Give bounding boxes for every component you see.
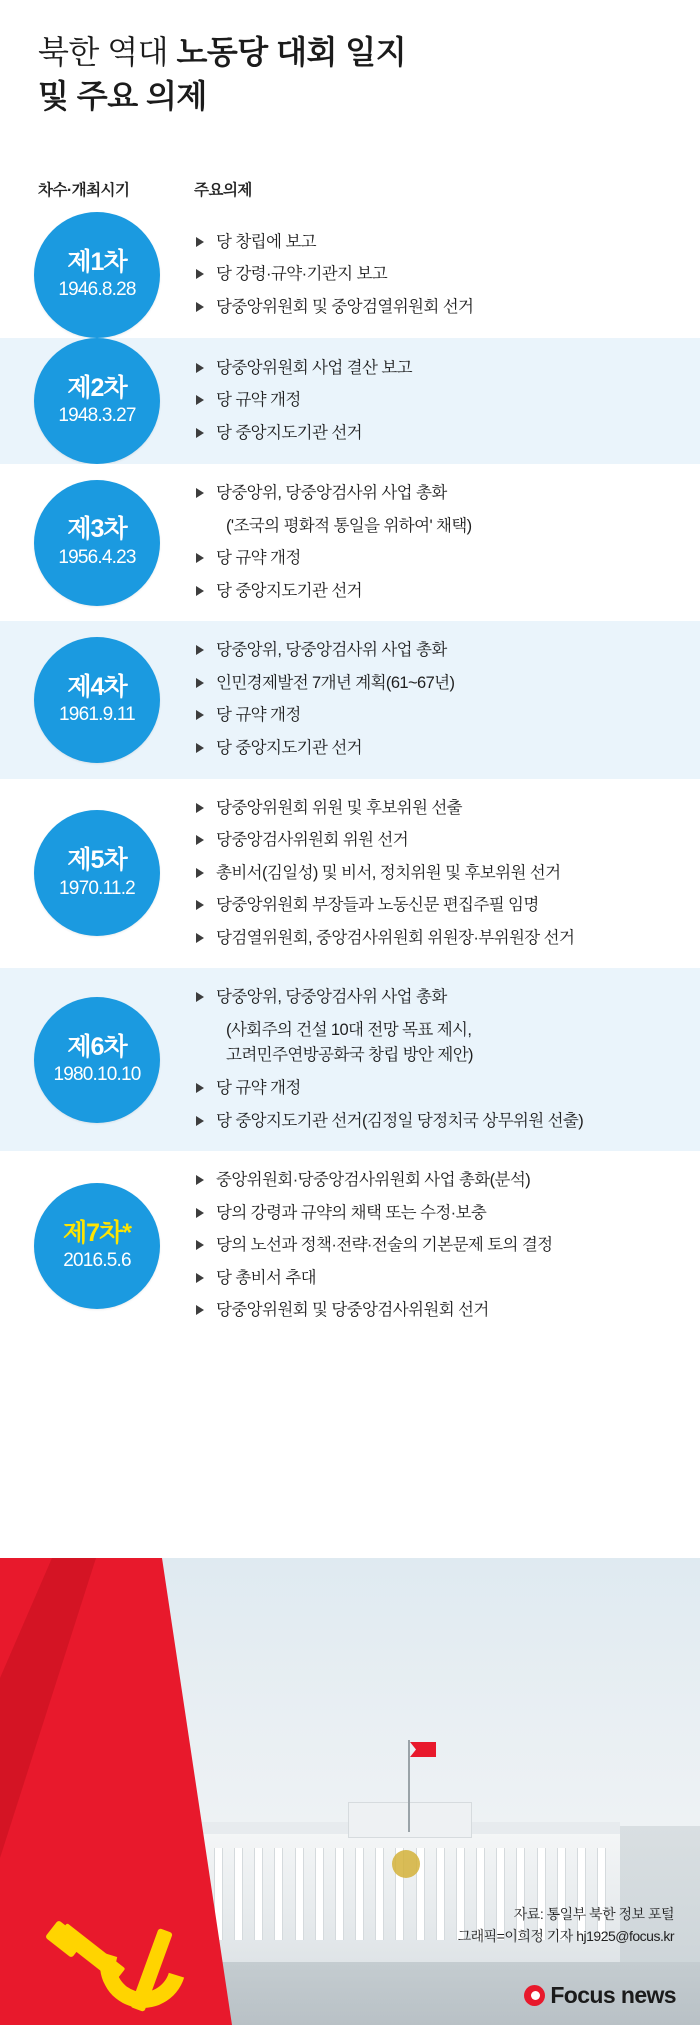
bullet-triangle-icon <box>196 1273 204 1283</box>
agenda-item <box>194 985 676 1011</box>
congress-date: 1946.8.28 <box>58 279 136 301</box>
agenda-item-label: 인민경제발전 7개년 계획(61~67년) <box>216 673 455 692</box>
agenda-list <box>194 339 700 464</box>
column-header-left: 차수·개최시기 <box>38 182 130 199</box>
agenda-item-label: 당 중앙지도기관 선거 <box>216 738 363 757</box>
agenda-item <box>194 703 676 729</box>
bullet-triangle-icon <box>196 933 204 943</box>
congress-badge <box>34 480 160 606</box>
logo-wordmark: Focus news <box>550 1982 676 2008</box>
column-headers <box>0 172 700 212</box>
congress-row <box>0 1151 700 1341</box>
congress-date: 1970.11.2 <box>59 877 135 899</box>
congress-row <box>0 779 700 969</box>
congress-badge <box>34 637 160 763</box>
bullet-triangle-icon <box>196 992 204 1002</box>
agenda-item-label: 당검열위원회, 중앙검사위원회 위원장·부위원장 선거 <box>216 928 575 947</box>
agenda-list <box>194 621 700 778</box>
congress-badge <box>34 212 160 338</box>
credit-source: 자료: 통일부 북한 정보 포털 <box>513 1906 674 1922</box>
page-title-part2: 노동당 대회 일지 <box>176 34 407 70</box>
congress-row <box>0 968 700 1151</box>
agenda-item-label: 당중앙위원회 및 당중앙검사위원회 선거 <box>216 1301 489 1320</box>
agenda-item-label: 당 규약 개정 <box>216 549 301 568</box>
bullet-triangle-icon <box>196 553 204 563</box>
agenda-item <box>194 1298 676 1324</box>
agenda-item-label: 당 규약 개정 <box>216 1079 301 1097</box>
agenda-item <box>194 421 676 447</box>
agenda-item-label: 당중앙위원회 사업 결산 보고 <box>216 358 413 377</box>
agenda-item-label: 당 총비서 추대 <box>216 1268 317 1287</box>
party-emblem-icon <box>48 1910 198 2025</box>
congress-date: 2016.5.6 <box>63 1250 131 1272</box>
agenda-item-label: 당의 노선과 정책·전략·전술의 기본문제 토의 결정 <box>216 1236 553 1255</box>
congress-badge-cell <box>0 480 194 606</box>
congress-badge-cell <box>0 637 194 763</box>
bullet-triangle-icon <box>196 710 204 720</box>
bullet-triangle-icon <box>196 803 204 813</box>
bullet-triangle-icon <box>196 835 204 845</box>
congress-badge <box>34 997 160 1123</box>
bullet-triangle-icon <box>196 428 204 438</box>
credit-graphic: 그래픽=이희정 기자 hj1925@focus.kr <box>457 1927 674 1944</box>
agenda-item-label: 중앙위원회·당중앙검사위원회 사업 총화(분석) <box>216 1171 531 1190</box>
agenda-item <box>194 796 676 822</box>
agenda-item <box>194 638 676 664</box>
agenda-list <box>194 213 700 338</box>
bullet-triangle-icon <box>196 1175 204 1185</box>
bullet-triangle-icon <box>196 488 204 498</box>
column-header-right: 주요의제 <box>194 182 252 199</box>
building-center-block <box>348 1802 472 1838</box>
congress-row <box>0 338 700 464</box>
congress-rows <box>0 212 700 1341</box>
congress-badge <box>34 338 160 464</box>
credits <box>458 1904 674 1947</box>
congress-badge <box>34 1183 160 1309</box>
congress-badge-cell <box>0 212 194 338</box>
agenda-item <box>194 1266 676 1292</box>
agenda-item-label: 총비서(김일성) 및 비서, 정치위원 및 후보위원 선거 <box>216 863 561 882</box>
agenda-item <box>194 579 676 605</box>
agenda-item <box>194 1168 676 1194</box>
agenda-item-label: 당의 강령과 규약의 채택 또는 수정·보충 <box>216 1203 487 1222</box>
flagpole <box>408 1740 410 1832</box>
congress-ordinal: 제5차 <box>67 846 127 875</box>
congress-ordinal: 제7차* <box>63 1218 131 1247</box>
bullet-triangle-icon <box>196 1240 204 1250</box>
agenda-item-label: 당중앙위원회 위원 및 후보위원 선출 <box>216 798 463 817</box>
agenda-item <box>194 736 676 762</box>
agenda-item <box>194 356 676 382</box>
bullet-triangle-icon <box>196 302 204 312</box>
congress-badge <box>34 810 160 936</box>
agenda-item-label: 당중앙위원회 부장들과 노동신문 편집주필 임명 <box>216 896 539 915</box>
congress-badge-cell <box>0 1183 194 1309</box>
agenda-item <box>194 926 676 952</box>
agenda-item <box>194 861 676 887</box>
agenda-item <box>194 1201 676 1227</box>
bottom-illustration <box>0 1558 700 2025</box>
bullet-triangle-icon <box>196 586 204 596</box>
logo-mark-icon <box>524 1985 545 2006</box>
congress-ordinal: 제1차 <box>67 247 127 276</box>
congress-date: 1980.10.10 <box>53 1064 141 1086</box>
bullet-triangle-icon <box>196 1116 204 1126</box>
bullet-triangle-icon <box>196 743 204 753</box>
bullet-triangle-icon <box>196 645 204 655</box>
congress-ordinal: 제3차 <box>67 515 127 544</box>
agenda-item-label: 당 중앙지도기관 선거 <box>216 423 363 442</box>
agenda-list <box>194 968 700 1151</box>
agenda-item-label: 당중앙검사위원회 위원 선거 <box>216 831 409 850</box>
focus-news-logo[interactable] <box>524 1982 676 2009</box>
bullet-triangle-icon <box>196 1083 204 1093</box>
congress-row <box>0 621 700 778</box>
agenda-item <box>194 230 676 256</box>
agenda-item <box>194 1076 676 1102</box>
agenda-item-label: 당 중앙지도기관 선거 <box>216 581 363 600</box>
bullet-triangle-icon <box>196 269 204 279</box>
bullet-triangle-icon <box>196 395 204 405</box>
congress-badge-cell <box>0 997 194 1123</box>
agenda-item <box>194 1233 676 1259</box>
agenda-list <box>194 464 700 621</box>
page-title-part1: 북한 역대 <box>38 34 177 70</box>
bullet-triangle-icon <box>196 1208 204 1218</box>
agenda-list <box>194 779 700 969</box>
agenda-item <box>194 388 676 414</box>
agenda-item-label: 당중앙위, 당중앙검사위 사업 총화 <box>216 484 447 502</box>
agenda-item-label: 당 중앙지도기관 선거(김정일 당정치국 상무위원 선출) <box>216 1111 584 1130</box>
agenda-item-label: 당 강령·규약·기관지 보고 <box>216 265 388 284</box>
congress-ordinal: 제4차 <box>67 672 127 701</box>
bullet-triangle-icon <box>196 678 204 688</box>
agenda-item <box>194 671 676 697</box>
agenda-item <box>194 481 676 507</box>
agenda-item-label: 당 규약 개정 <box>216 706 301 725</box>
agenda-item-label: 당중앙위, 당중앙검사위 사업 총화 <box>216 641 447 660</box>
agenda-item-subtext: ('조국의 평화적 통일을 위하여' 채택) <box>226 516 472 535</box>
agenda-item <box>194 262 676 288</box>
bullet-triangle-icon <box>196 237 204 247</box>
agenda-item-label: 당중앙위, 당중앙검사위 사업 총화 <box>216 988 447 1007</box>
congress-badge-cell <box>0 338 194 464</box>
agenda-item-subtext: (사회주의 건설 10대 전망 목표 제시, 고려민주연방공화국 창립 방안 제안) <box>226 1020 473 1065</box>
agenda-item <box>194 893 676 919</box>
agenda-item-label: 당중앙위원회 및 중앙검열위원회 선거 <box>216 297 474 316</box>
header <box>0 0 700 172</box>
congress-ordinal: 제6차 <box>67 1032 127 1061</box>
agenda-item <box>194 546 676 572</box>
bullet-triangle-icon <box>196 900 204 910</box>
page-title-part3: 및 주요 의제 <box>38 78 207 115</box>
congress-badge-cell <box>0 810 194 936</box>
agenda-item-label: 당 창립에 보고 <box>216 232 317 251</box>
agenda-item-label: 당 규약 개정 <box>216 391 301 410</box>
agenda-item <box>194 828 676 854</box>
congress-row <box>0 464 700 621</box>
congress-date: 1948.3.27 <box>58 405 136 427</box>
congress-row <box>0 212 700 338</box>
agenda-item <box>194 295 676 321</box>
page-title <box>38 30 658 118</box>
bullet-triangle-icon <box>196 363 204 373</box>
congress-ordinal: 제2차 <box>67 373 127 402</box>
congress-date: 1956.4.23 <box>58 546 136 568</box>
building-emblem-icon <box>392 1850 420 1878</box>
agenda-list <box>194 1151 700 1341</box>
agenda-item <box>194 1109 676 1135</box>
bullet-triangle-icon <box>196 868 204 878</box>
bullet-triangle-icon <box>196 1305 204 1315</box>
congress-date: 1961.9.11 <box>59 704 135 726</box>
